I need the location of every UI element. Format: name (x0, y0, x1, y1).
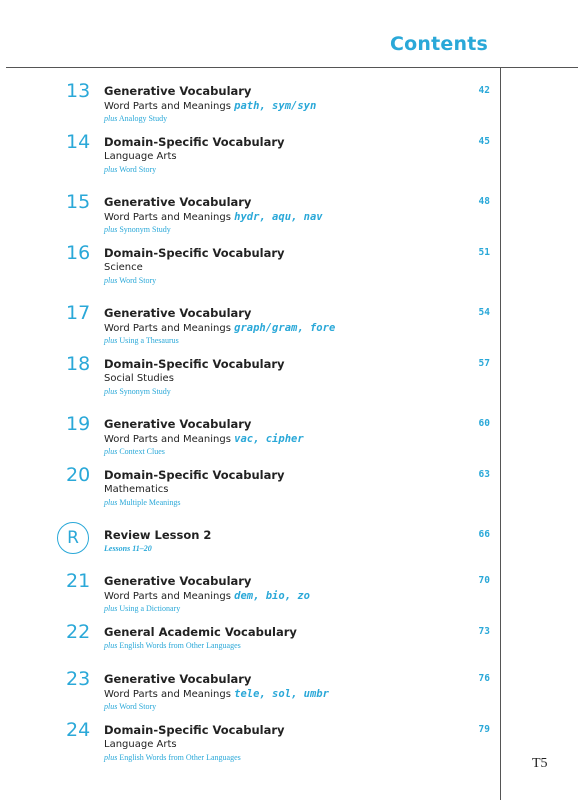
lesson-number: 18 (66, 353, 91, 375)
page-title: Contents (389, 33, 488, 55)
page-number[interactable]: 76 (478, 673, 490, 684)
extra-text: Using a Dictionary (119, 603, 181, 613)
extra-text: Word Story (119, 164, 157, 174)
subject-text: Word Parts and Meanings (104, 101, 231, 112)
lesson-extra (104, 753, 241, 762)
lesson-extra (104, 336, 179, 345)
lesson-heading: Generative Vocabulary (104, 195, 252, 209)
subject-text: Word Parts and Meanings (104, 689, 231, 700)
lesson-subject (104, 484, 168, 495)
extra-text: Synonym Study (119, 224, 171, 234)
lesson-extra (104, 114, 167, 123)
subject-text: Science (104, 262, 143, 273)
extra-text: Synonym Study (119, 386, 171, 396)
lesson-number: 22 (66, 621, 91, 643)
plus-label: plus (104, 752, 118, 762)
subject-text: Word Parts and Meanings (104, 434, 231, 445)
lesson-extra (104, 702, 156, 711)
word-parts: vac, cipher (234, 433, 304, 445)
lesson-subject (104, 739, 177, 750)
lesson-extra (104, 604, 180, 613)
lesson-subject (104, 373, 174, 384)
lesson-number: 23 (66, 668, 91, 690)
subject-text: Word Parts and Meanings (104, 323, 231, 334)
lesson-subject (104, 433, 304, 445)
plus-label: plus (104, 603, 118, 613)
lesson-number: 16 (66, 242, 91, 264)
lesson-subject (104, 590, 310, 602)
word-parts: hydr, aqu, nav (234, 211, 323, 223)
lesson-heading: Generative Vocabulary (104, 417, 252, 431)
extra-text: Word Story (119, 701, 157, 711)
lesson-extra (104, 387, 171, 396)
page-number[interactable]: 66 (478, 529, 490, 540)
plus-label: plus (104, 641, 118, 650)
lesson-extra (104, 276, 156, 285)
lesson-number: 20 (66, 464, 91, 486)
lesson-subject (104, 322, 335, 334)
lesson-extra (104, 225, 171, 234)
extra-text: English Words from Other Languages (119, 641, 241, 650)
extra-text: Lessons 11–20 (104, 544, 152, 553)
plus-label: plus (104, 446, 118, 456)
lesson-number: 21 (66, 570, 91, 592)
word-parts: dem, bio, zo (234, 590, 310, 602)
plus-label: plus (104, 275, 118, 285)
plus-label: plus (104, 224, 118, 234)
lesson-number: 15 (66, 191, 91, 213)
word-parts: tele, sol, umbr (234, 688, 329, 700)
lesson-number: 14 (66, 131, 91, 153)
extra-text: Using a Thesaurus (119, 335, 179, 345)
plus-label: plus (104, 335, 118, 345)
lesson-subject (104, 100, 316, 112)
subject-text: Word Parts and Meanings (104, 212, 231, 223)
lesson-heading: Domain-Specific Vocabulary (104, 357, 285, 371)
extra-text: Word Story (119, 275, 157, 285)
lesson-subject (104, 262, 143, 273)
page-number[interactable]: 63 (478, 469, 490, 480)
lesson-extra (104, 447, 165, 456)
lesson-heading: Generative Vocabulary (104, 574, 252, 588)
subject-text: Word Parts and Meanings (104, 591, 231, 602)
lesson-heading: Domain-Specific Vocabulary (104, 246, 285, 260)
subject-text: Language Arts (104, 151, 177, 162)
plus-label: plus (104, 164, 118, 174)
subject-text: Language Arts (104, 739, 177, 750)
page-folio: T5 (532, 756, 548, 771)
lesson-heading: Generative Vocabulary (104, 306, 252, 320)
page-number[interactable]: 54 (478, 307, 490, 318)
page-number[interactable]: 70 (478, 575, 490, 586)
lesson-heading: Domain-Specific Vocabulary (104, 723, 285, 737)
lesson-heading: Generative Vocabulary (104, 84, 252, 98)
lesson-extra (104, 544, 152, 553)
lesson-heading: General Academic Vocabulary (104, 625, 297, 639)
lesson-heading: Domain-Specific Vocabulary (104, 468, 285, 482)
plus-label: plus (104, 386, 118, 396)
lesson-number: 17 (66, 302, 91, 324)
plus-label: plus (104, 497, 118, 507)
lesson-subject (104, 211, 323, 223)
page-number[interactable]: 57 (478, 358, 490, 369)
lesson-subject (104, 688, 329, 700)
lesson-number: 19 (66, 413, 91, 435)
page-number[interactable]: 79 (478, 724, 490, 735)
word-parts: path, sym/syn (234, 100, 317, 112)
review-badge-icon: R (57, 522, 89, 554)
page-number[interactable]: 73 (478, 626, 490, 637)
lesson-number: 13 (66, 80, 91, 102)
extra-text: English Words from Other Languages (119, 752, 241, 762)
page-number[interactable]: 48 (478, 196, 490, 207)
page-number[interactable]: 51 (478, 247, 490, 258)
lesson-extra (104, 641, 241, 650)
extra-text: Analogy Study (118, 113, 168, 123)
lesson-heading: Domain-Specific Vocabulary (104, 135, 285, 149)
subject-text: Mathematics (104, 484, 169, 495)
lesson-heading: Review Lesson 2 (104, 528, 212, 542)
page-number[interactable]: 60 (478, 418, 490, 429)
lesson-number: 24 (66, 719, 91, 741)
word-parts: graph/gram, fore (234, 322, 336, 334)
lesson-heading: Generative Vocabulary (104, 672, 252, 686)
page-number[interactable]: 42 (478, 85, 490, 96)
extra-text: Multiple Meanings (119, 497, 181, 507)
lesson-extra (104, 498, 180, 507)
plus-label: plus (104, 701, 118, 711)
plus-label: plus (104, 113, 118, 123)
lesson-extra (104, 165, 156, 174)
page-number[interactable]: 45 (478, 136, 490, 147)
extra-text: Context Clues (119, 446, 165, 456)
subject-text: Social Studies (104, 373, 174, 384)
lesson-subject (104, 151, 177, 162)
